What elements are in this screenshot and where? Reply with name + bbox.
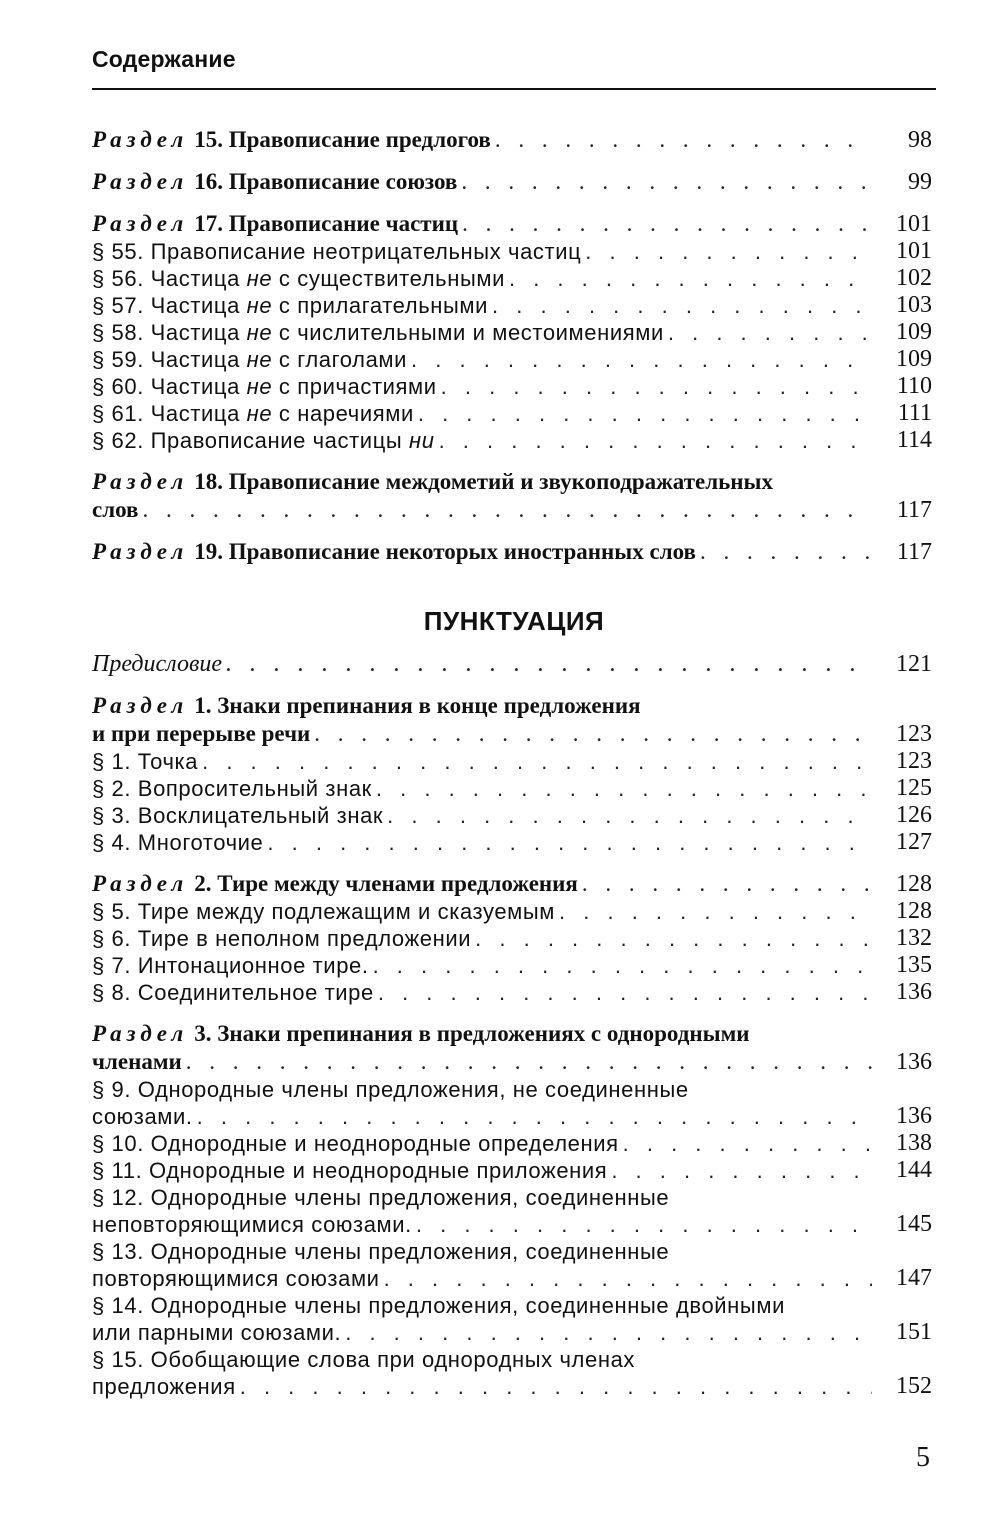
page-folio: 5 (916, 1442, 930, 1473)
page-number: 128 (896, 871, 932, 897)
page-number: 117 (896, 539, 932, 565)
toc-item-9[interactable]: § 9. Однородные члены предложения, не соединенные союзами. . . . 136 (92, 1076, 936, 1130)
header-rule (92, 88, 936, 90)
toc-item-56[interactable]: § 56. Частица не с существительными . . . 102 (92, 265, 936, 292)
section-word: Раздел (92, 539, 189, 564)
toc-item-11[interactable]: § 11. Однородные и неоднородные приложения . . . 144 (92, 1157, 936, 1184)
toc-item-7[interactable]: § 7. Интонационное тире. . . . 135 (92, 952, 936, 979)
toc-item-55[interactable]: § 55. Правописание неотрицательных частиц . . . 101 (92, 238, 936, 265)
leader-dots (462, 210, 872, 238)
toc-item-61[interactable]: § 61. Частица не с наречиями . . . 111 (92, 400, 936, 427)
page-number: 144 (896, 1157, 932, 1183)
toc-item-14[interactable]: § 14. Однородные члены предложения, соединенные двойными или парными союзами. . . . 151 (92, 1292, 936, 1346)
page-number: 152 (896, 1373, 932, 1399)
page-number: 132 (896, 925, 932, 951)
section-word: Раздел (92, 469, 189, 494)
page-number: 101 (896, 238, 932, 264)
section-word: Раздел (92, 211, 189, 236)
page-number: 99 (908, 169, 932, 195)
page-number: 135 (896, 952, 932, 978)
page-number: 151 (896, 1319, 932, 1345)
table-of-contents (92, 126, 936, 1400)
toc-punct-section-3[interactable]: Раздел 3. Знаки препинания в предложениях с однородными членами . . . 136 (92, 1020, 936, 1076)
toc-item-60[interactable]: § 60. Частица не с причастиями . . . 110 (92, 373, 936, 400)
leader-dots (461, 168, 872, 196)
toc-item-13[interactable]: § 13. Однородные члены предложения, соединенные повторяющимися союзами . . . 147 (92, 1238, 936, 1292)
page-number: 111 (897, 400, 932, 426)
page-number: 110 (896, 373, 932, 399)
toc-section-18[interactable]: Раздел 18. Правописание междометий и звукоподражательных слов . . . 117 (92, 468, 936, 524)
page-number: 123 (896, 721, 932, 747)
page-number: 138 (896, 1130, 932, 1156)
toc-item-62[interactable]: § 62. Правописание частицы ни . . . 114 (92, 427, 936, 454)
page-number: 103 (896, 292, 932, 318)
toc-section-16[interactable]: Раздел 16. Правописание союзов . . . 99 (92, 168, 936, 196)
toc-item-6[interactable]: § 6. Тире в неполном предложении . . . 132 (92, 925, 936, 952)
toc-item-57[interactable]: § 57. Частица не с прилагательными . . . 103 (92, 292, 936, 319)
toc-item-58[interactable]: § 58. Частица не с числительными и местоимениями . . . 109 (92, 319, 936, 346)
toc-item-8[interactable]: § 8. Соединительное тире . . . 136 (92, 979, 936, 1006)
page-number: 126 (896, 802, 932, 828)
page-number: 125 (896, 775, 932, 801)
toc-item-10[interactable]: § 10. Однородные и неоднородные определения . . . 138 (92, 1130, 936, 1157)
page-number: 127 (896, 829, 932, 855)
page-number: 117 (896, 497, 932, 523)
section-word: Раздел (92, 169, 189, 194)
leader-dots (495, 126, 872, 154)
page-number: 147 (896, 1265, 932, 1291)
toc-punct-section-1[interactable]: Раздел 1. Знаки препинания в конце предложения и при перерыве речи . . . 123 (92, 692, 936, 748)
toc-item-3[interactable]: § 3. Восклицательный знак . . . 126 (92, 802, 936, 829)
page-number: 109 (896, 346, 932, 372)
toc-item-1[interactable]: § 1. Точка . . . 123 (92, 748, 936, 775)
toc-item-59[interactable]: § 59. Частица не с глаголами . . . 109 (92, 346, 936, 373)
toc-item-15[interactable]: § 15. Обобщающие слова при однородных членах предложения . . . 152 (92, 1346, 936, 1400)
page-number: 102 (896, 265, 932, 291)
page-number: 136 (896, 1049, 932, 1075)
part-title: ПУНКТУАЦИЯ (423, 606, 605, 636)
page-number: 136 (896, 1103, 932, 1129)
section-word: Раздел (92, 1021, 189, 1046)
page-number: 128 (896, 898, 932, 924)
toc-section-17[interactable]: Раздел 17. Правописание частиц . . . 101 (92, 210, 936, 238)
toc-punct-section-2[interactable]: Раздел 2. Тире между членами предложения . . . 128 (92, 870, 936, 898)
page-number: 145 (896, 1211, 932, 1237)
toc-item-12[interactable]: § 12. Однородные члены предложения, соединенные неповторяющимися союзами. . . . 145 (92, 1184, 936, 1238)
section-word: Раздел (92, 693, 189, 718)
toc-section-15[interactable]: Раздел 15. Правописание предлогов . . . 98 (92, 126, 936, 154)
toc-preface[interactable]: Предисловие . . . 121 (92, 651, 936, 678)
page-number: 136 (896, 979, 932, 1005)
page-number: 123 (896, 748, 932, 774)
section-word: Раздел (92, 127, 189, 152)
toc-item-2[interactable]: § 2. Вопросительный знак . . . 125 (92, 775, 936, 802)
section-word: Раздел (92, 871, 189, 896)
running-head: Содержание (92, 46, 236, 72)
toc-item-4[interactable]: § 4. Многоточие . . . 127 (92, 829, 936, 856)
page-number: 109 (896, 319, 932, 345)
page-number: 114 (896, 427, 932, 453)
toc-item-5[interactable]: § 5. Тире между подлежащим и сказуемым . . . 128 (92, 898, 936, 925)
page-number: 121 (896, 651, 932, 677)
toc-section-19[interactable]: Раздел 19. Правописание некоторых иностранных слов . . . 117 (92, 538, 936, 566)
page-number: 98 (908, 127, 932, 153)
page-number: 101 (896, 211, 932, 237)
